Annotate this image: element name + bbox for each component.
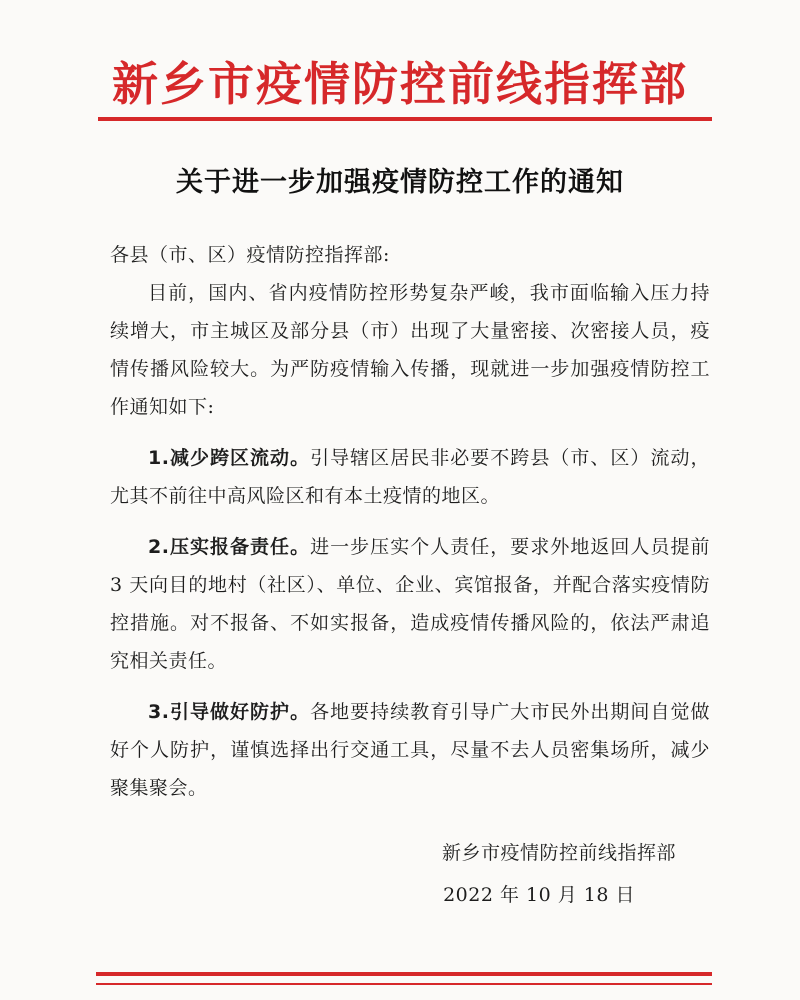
item-heading: 1.减少跨区流动。 bbox=[148, 447, 311, 469]
notice-title: 关于进一步加强疫情防控工作的通知 bbox=[176, 167, 624, 198]
issue-date: 2022 年 10 月 18 日 bbox=[443, 884, 635, 906]
header-red-rule bbox=[98, 117, 712, 121]
item-paragraph-2 bbox=[110, 528, 710, 680]
item-paragraph-3 bbox=[110, 693, 710, 807]
notice-body bbox=[110, 236, 710, 807]
item-paragraph-1 bbox=[110, 439, 710, 515]
salutation: 各县（市、区）疫情防控指挥部: bbox=[110, 244, 390, 266]
footer-red-rule bbox=[96, 972, 712, 976]
item-text: 引导辖区居民非必要不跨县（市、区）流动，尤其不前往中高风险区和有本土疫情的地区。 bbox=[110, 447, 710, 507]
signature: 新乡市疫情防控前线指挥部 bbox=[441, 842, 676, 864]
item-heading: 3.引导做好防护。 bbox=[148, 701, 311, 723]
item-text: 进一步压实个人责任，要求外地返回人员提前 3 天向目的地村（社区）、单位、企业、宾馆报备，并配合落实疫情防控措施。对不报备、不如实报备，造成疫情传播风险的，依法严肃追究相关责任。 bbox=[110, 536, 710, 672]
footer-red-rule-thin bbox=[96, 983, 712, 985]
item-text: 各地要持续教育引导广大市民外出期间自觉做好个人防护，谨慎选择出行交通工具，尽量不去人员密集场所，减少聚集聚会。 bbox=[110, 701, 710, 799]
intro-paragraph: 目前，国内、省内疫情防控形势复杂严峻，我市面临输入压力持续增大，市主城区及部分县（市）出现了大量密接、次密接人员，疫情传播风险较大。为严防疫情输入传播，现就进一步加强疫情防控工作通知如下: bbox=[110, 282, 710, 418]
item-heading: 2.压实报备责任。 bbox=[148, 536, 311, 558]
issuer-header: 新乡市疫情防控前线指挥部 bbox=[112, 57, 688, 111]
